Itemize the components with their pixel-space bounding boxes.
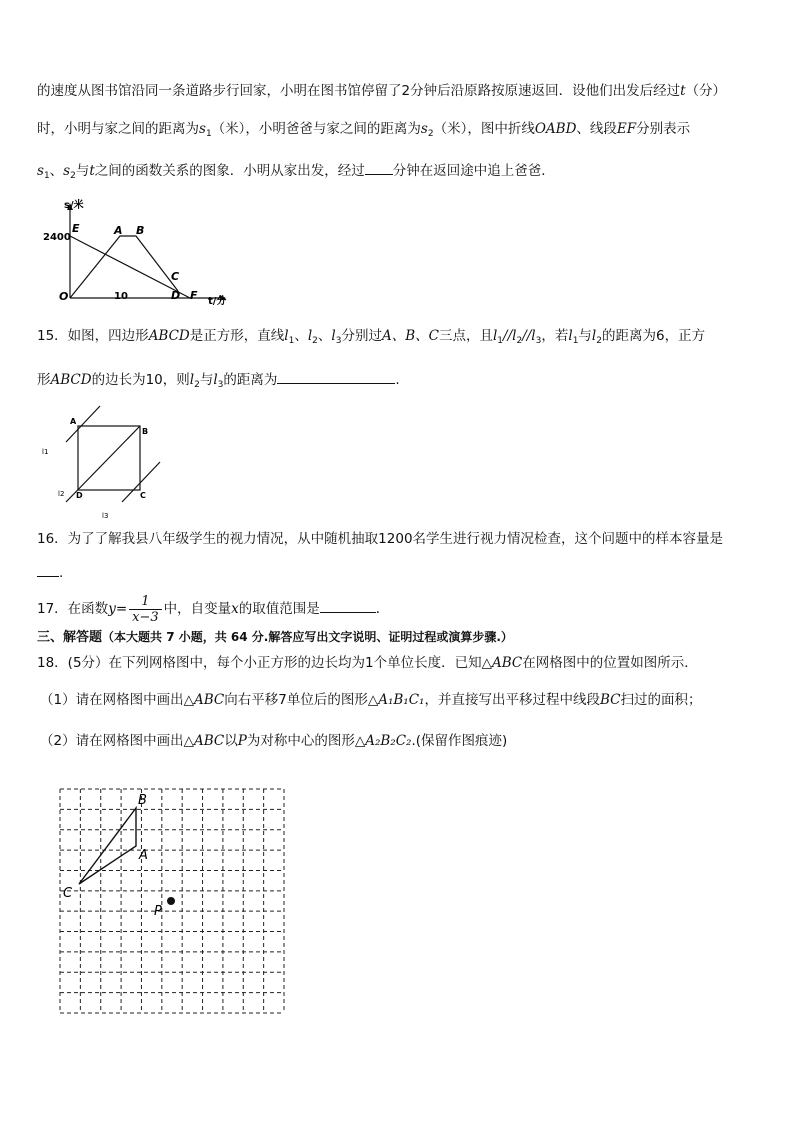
parallel-1: // xyxy=(503,328,513,344)
answer-blank-q15[interactable] xyxy=(277,369,395,384)
fraction-numerator: 1 xyxy=(129,594,162,610)
q16-line1 xyxy=(37,530,723,548)
fraction xyxy=(129,594,162,625)
graph-oabd xyxy=(70,236,178,298)
q14-graph xyxy=(40,198,230,308)
var-s1b: s xyxy=(37,163,44,179)
triangle-abc-3: △ABC xyxy=(183,733,225,749)
d-l2-sub: 2 xyxy=(596,336,602,346)
q18-intro-a: 18．(5分）在下列网格图中，每个小正方形的边长均为1个单位长度．已知 xyxy=(37,655,482,671)
l2-l: l xyxy=(307,328,313,344)
q15-figure xyxy=(38,402,168,520)
var-t2: t xyxy=(89,163,95,179)
x-axis-label: t/分 xyxy=(208,296,227,307)
var-x: x xyxy=(231,601,239,617)
triangle-abc-shape xyxy=(79,808,136,884)
fig-l2: l2 xyxy=(58,490,65,498)
q15-line1 xyxy=(37,327,705,350)
point-o: O xyxy=(59,290,69,303)
y-axis-label: s/米 xyxy=(64,200,84,211)
q18-p2-b: 以 xyxy=(224,733,238,749)
y-tick-2400: 2400 xyxy=(43,232,71,243)
q16-end: . xyxy=(59,565,64,581)
q18-part1 xyxy=(40,691,701,709)
q14-text-3b: 之间的函数关系的图象．小明从家出发，经过 xyxy=(94,163,365,179)
q14-text-2c: （米），图中折线 xyxy=(433,121,535,137)
answer-blank-q17[interactable] xyxy=(320,598,376,613)
p-l3: l xyxy=(531,328,536,344)
polyline-oabd: OABD xyxy=(534,121,577,137)
l2-sub: 2 xyxy=(312,336,318,346)
q15-text-f: 的距离为 xyxy=(601,328,656,344)
p-l3-sub: 3 xyxy=(535,336,542,346)
point-p-ref: P xyxy=(237,733,247,749)
sep1: 、 xyxy=(294,328,308,344)
sub-1b: 1 xyxy=(43,171,50,181)
fig-l1: l1 xyxy=(42,448,49,456)
q14-text-2b: （米），小明爸爸与家之间的距离为 xyxy=(211,121,421,137)
sub-2b: 2 xyxy=(70,171,76,181)
q18-grid xyxy=(60,789,284,1013)
with-1: 与 xyxy=(578,328,592,344)
q18-p1-c: 单位后的图形 xyxy=(286,692,368,708)
q17-line xyxy=(37,591,389,627)
q18-p1-e: 扫过的面积； xyxy=(620,692,702,708)
q18-intro xyxy=(37,654,698,672)
answer-blank-q14[interactable] xyxy=(365,160,393,175)
q15-text-d: 三点，且 xyxy=(438,328,493,344)
value-7: 7 xyxy=(278,692,287,708)
d-l2: l xyxy=(591,328,597,344)
q18-p2-a: （2）请在网格图中画出 xyxy=(40,733,184,749)
segment-ef: EF xyxy=(616,121,637,137)
q17-middle: 中，自变量 xyxy=(163,601,232,617)
q15-text-2a: 形 xyxy=(37,372,51,388)
var-s2: s xyxy=(420,121,428,137)
l3-l: l xyxy=(331,328,336,344)
d-l1-sub: 1 xyxy=(572,336,579,346)
equals: = xyxy=(115,601,128,617)
q14-text-3a: 与 xyxy=(75,163,90,179)
parallel-2: // xyxy=(522,328,532,344)
points-abc: A、B、C xyxy=(381,328,439,344)
grid-label-a: A xyxy=(139,848,148,863)
var-s1: s xyxy=(199,121,206,137)
section-3-heading xyxy=(37,628,513,647)
q18-p2-d: .(保留作图痕迹) xyxy=(411,733,508,749)
q15-end: . xyxy=(395,372,400,388)
r-l3: l xyxy=(213,372,218,388)
q15-text-a: 15．如图，四边形 xyxy=(37,328,149,344)
q15-text-2c: ，则 xyxy=(162,372,190,388)
sub-2: 2 xyxy=(427,129,434,139)
q14-text-1: 的速度从图书馆沿同一条道路步行回家，小明在图书馆停留了2分钟后沿原路按原速返回．设他们出发后经过 xyxy=(37,83,681,99)
point-b: B xyxy=(136,224,145,237)
q18-p1-d: ，并直接写出平移过程中线段 xyxy=(424,692,600,708)
fig-a: A xyxy=(70,417,77,426)
value-6: 6 xyxy=(655,328,665,344)
comma: 、 xyxy=(49,163,64,179)
segment-bc: BC xyxy=(599,692,621,708)
fig-b: B xyxy=(142,427,149,436)
square-abcd: ABCD xyxy=(148,328,190,344)
d-l1: l xyxy=(568,328,573,344)
q14-text-1-end: （分） xyxy=(685,83,727,99)
point-a: A xyxy=(114,224,123,237)
l3-sub: 3 xyxy=(335,336,342,346)
q14-line1 xyxy=(37,82,726,100)
q18-part2 xyxy=(40,732,507,750)
value-10: 10 xyxy=(145,372,163,388)
fig-c: C xyxy=(140,491,146,500)
q15-text-2b: 的边长为 xyxy=(91,372,146,388)
q14-text-2d: 、线段 xyxy=(576,121,617,137)
fraction-denominator: x−3 xyxy=(132,609,159,625)
r-l2: l xyxy=(189,372,195,388)
q14-line2 xyxy=(37,120,690,143)
x-tick-10: 10 xyxy=(114,291,128,302)
q18-p2-c: 为对称中心的图形 xyxy=(246,733,355,749)
q16-text: 16．为了了解我县八年级学生的视力情况，从中随机抽取1200名学生进行视力情况检查，这个问题中的样本容量是 xyxy=(37,531,724,547)
q14-text-2e: 分别表示 xyxy=(636,121,691,137)
triangle-abc: △ABC xyxy=(481,655,523,671)
q18-intro-b: 在网格图中的位置如图所示． xyxy=(522,655,698,671)
q17-prefix: 17．在函数 xyxy=(37,601,109,617)
square-abcd-2: ABCD xyxy=(50,372,92,388)
point-c: C xyxy=(171,270,180,283)
fig-l3: l3 xyxy=(102,512,109,520)
q15-text-e: ，若 xyxy=(541,328,569,344)
p-l2-sub: 2 xyxy=(516,336,523,346)
var-y: y xyxy=(108,601,116,617)
l1-sub: 1 xyxy=(288,336,295,346)
q14-text-3c: 分钟在返回途中追上爸爸． xyxy=(392,163,555,179)
point-e: E xyxy=(72,222,80,235)
point-p-dot xyxy=(167,897,175,905)
r-l2-sub: 2 xyxy=(194,380,200,390)
q17-end: ． xyxy=(375,601,390,617)
triangle-abc-2: △ABC xyxy=(183,692,225,708)
with-2: 与 xyxy=(199,372,214,388)
point-d: D xyxy=(171,289,181,302)
q18-p1-b: 向右平移 xyxy=(224,692,279,708)
p-l1-sub: 1 xyxy=(497,336,504,346)
sep2: 、 xyxy=(317,328,332,344)
answer-blank-q16[interactable] xyxy=(37,562,59,577)
grid-label-b: B xyxy=(138,793,147,808)
q15-text-g: ，正方 xyxy=(664,328,706,344)
q16-line2 xyxy=(37,562,63,582)
grid-label-p: P xyxy=(154,904,162,919)
sub-1: 1 xyxy=(205,129,212,139)
var-s2b: s xyxy=(63,163,71,179)
p-l2: l xyxy=(512,328,517,344)
q17-suffix: 的取值范围是 xyxy=(238,601,320,617)
section-3-note: （本大题共 7 小题，共 64 分.解答应写出文字说明、证明过程或演算步骤.） xyxy=(102,630,513,644)
l1-l: l xyxy=(284,328,289,344)
fig-d: D xyxy=(76,491,83,500)
section-3-title: 三、解答题 xyxy=(37,630,103,645)
var-t: t xyxy=(680,83,686,99)
q15-line2 xyxy=(37,369,400,394)
grid-label-c: C xyxy=(63,886,73,901)
q18-p1-a: （1）请在网格图中画出 xyxy=(40,692,184,708)
q15-text-2d: 的距离为 xyxy=(223,372,278,388)
point-f: F xyxy=(190,289,198,302)
triangle-a2b2c2: △A₂B₂C₂ xyxy=(354,733,412,749)
r-l3-sub: 3 xyxy=(217,380,224,390)
triangle-a1b1c1: △A₁B₁C₁ xyxy=(367,692,425,708)
q15-text-b: 是正方形，直线 xyxy=(189,328,285,344)
q14-line3 xyxy=(37,160,555,185)
q14-text-2a: 时，小明与家之间的距离为 xyxy=(37,121,199,137)
q15-text-c: 分别过 xyxy=(341,328,382,344)
p-l1: l xyxy=(492,328,498,344)
